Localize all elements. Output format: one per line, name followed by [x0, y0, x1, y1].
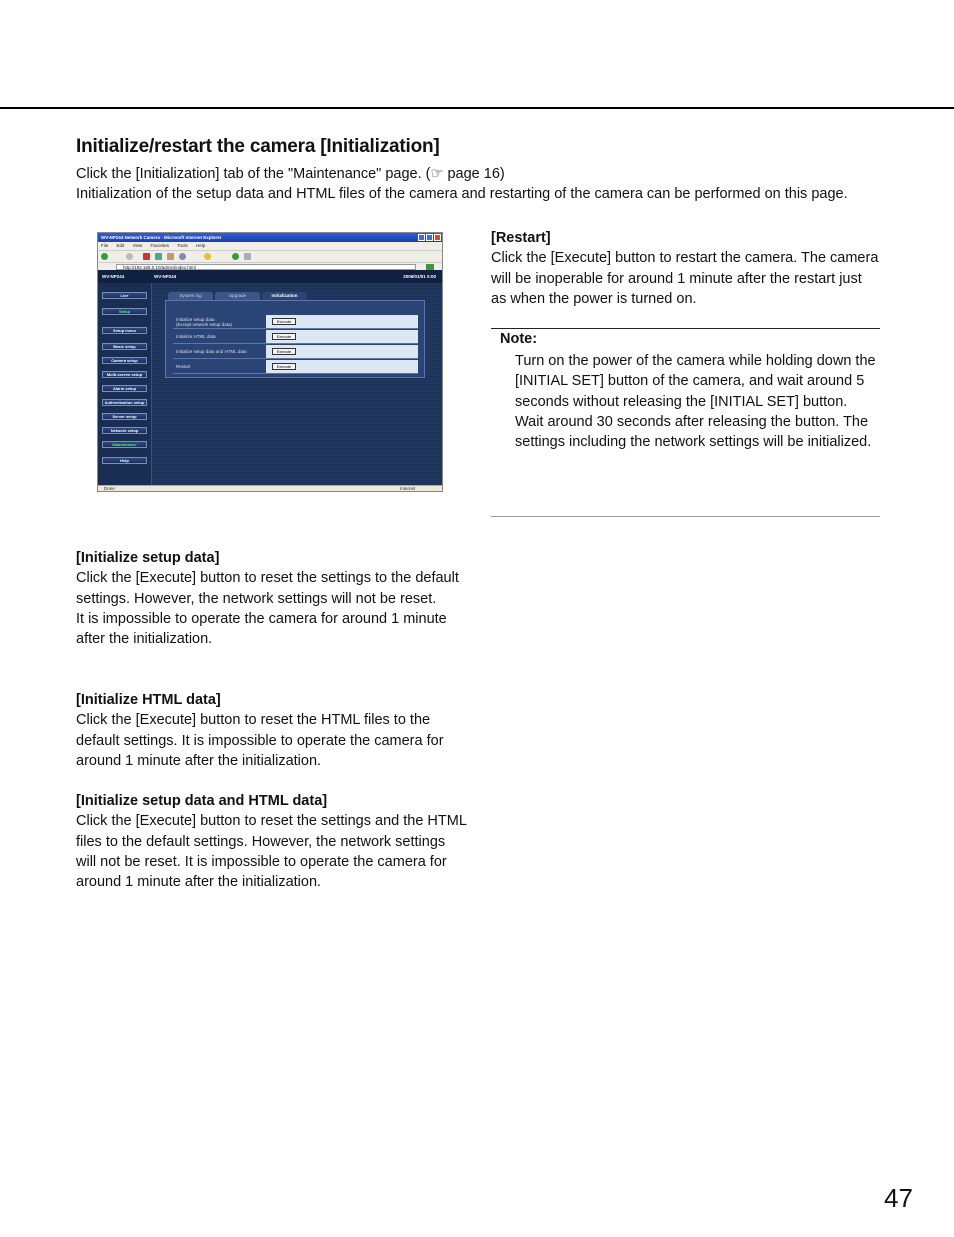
- menu-file: File: [101, 243, 109, 248]
- sidebar-server-setup: Server setup: [102, 413, 147, 420]
- menu-favorites: Favorites: [150, 243, 170, 248]
- address-field: http://192.168.0.10/admin/index.html: [116, 264, 416, 270]
- camera-page: [98, 270, 442, 486]
- row-label: Restart: [176, 364, 191, 369]
- sidebar-help: Help: [102, 457, 147, 464]
- item-heading: [Initialize setup data]: [76, 550, 220, 566]
- window-titlebar: [98, 233, 442, 242]
- tab-initialization: Initialization: [262, 292, 307, 300]
- browser-statusbar: [98, 485, 442, 491]
- search-icon: [179, 253, 186, 260]
- note-title: Note:: [500, 331, 538, 347]
- sidebar-setup-menu: Setup menu: [102, 327, 147, 334]
- row-initialize-setup-and-html: [173, 345, 418, 359]
- status-left: Done: [104, 486, 115, 491]
- status-right: Internet: [400, 486, 416, 491]
- section-title: Initialize/restart the camera [Initialization]: [76, 136, 440, 157]
- tab-system-log: System log: [168, 292, 213, 300]
- camera-tabs: [168, 292, 307, 300]
- row-restart: [173, 360, 418, 374]
- item-body: Click the [Execute] button to reset the HTML files to the default settings. It is impossible to operate the camera for around 1 minute after the initialization.: [76, 712, 444, 769]
- initialization-panel: [165, 300, 425, 378]
- execute-button: Execute: [272, 348, 296, 355]
- item-heading: [Initialize setup data and HTML data]: [76, 793, 328, 809]
- restart-heading: [Restart]: [491, 230, 551, 246]
- menu-view: View: [132, 243, 143, 248]
- sidebar-authentication-setup: Authentication setup: [102, 399, 147, 406]
- mail-icon: [244, 253, 251, 260]
- window-title: WV-NP244 Network Camera - Microsoft Internet Explorer: [101, 235, 222, 240]
- note-body-2: Wait around 30 seconds after releasing the button. The settings including the network settings will be initialized.: [515, 413, 872, 451]
- row-initialize-html-data: [173, 330, 418, 344]
- sidebar-multi-screen-setup: Multi-screen setup: [102, 371, 147, 378]
- item-body: Click the [Execute] button to reset the settings and the HTML files to the default settings. However, the network settings will not be reset. It is impossible to operate the camera for around 1 minute after the initialization.: [76, 813, 467, 891]
- favorites-icon: [204, 253, 211, 260]
- note-body-1: Turn on the power of the camera while holding down the [INITIAL SET] button of the camera, and wait around 5 seconds without releasing the [INITIAL SET] button.: [515, 353, 876, 410]
- item-body-2: It is impossible to operate the camera for around 1 minute after the initialization.: [76, 610, 447, 648]
- header-model: WV-NP244: [154, 274, 177, 279]
- intro: [76, 164, 876, 205]
- item-body: Click the [Execute] button to reset the settings to the default settings. However, the network settings will not be reset.: [76, 570, 459, 607]
- header-logo-text: WV-NP244: [102, 274, 125, 279]
- browser-screenshot: [97, 232, 443, 492]
- page-number: 47: [884, 1183, 913, 1213]
- execute-button: Execute: [272, 318, 296, 325]
- execute-button: Execute: [272, 363, 296, 370]
- close-icon: [434, 234, 441, 241]
- note-box: [491, 328, 880, 517]
- sidebar-live: Live: [102, 292, 147, 299]
- refresh-icon: [155, 253, 162, 260]
- sidebar-network-setup: Network setup: [102, 427, 147, 434]
- row-initialize-setup-data: [173, 315, 418, 329]
- initialize-setup-and-html-section: [76, 791, 468, 892]
- note-body: [515, 351, 880, 452]
- initialize-setup-data-section: [76, 548, 468, 649]
- camera-header: [98, 270, 442, 283]
- row-label: Initialize setup data (Except network setup data): [176, 317, 233, 327]
- menubar: [98, 242, 442, 250]
- sidebar-basic-setup: Basic setup: [102, 343, 147, 350]
- home-icon: [167, 253, 174, 260]
- sidebar-alarm-setup: Alarm setup: [102, 385, 147, 392]
- restart-section: [491, 228, 881, 309]
- execute-button: Execute: [272, 333, 296, 340]
- menu-tools: Tools: [177, 243, 188, 248]
- intro-line-1: Click the [Initialization] tab of the "Maintenance" page. (☞ page 16): [76, 166, 505, 182]
- maximize-icon: [426, 234, 433, 241]
- tab-upgrade: Upgrade: [215, 292, 260, 300]
- stop-icon: [143, 253, 150, 260]
- minimize-icon: [418, 234, 425, 241]
- forward-icon: [126, 253, 133, 260]
- intro-line-2: Initialization of the setup data and HTML files of the camera and restarting of the camera can be performed on this page.: [76, 186, 848, 203]
- restart-body: Click the [Execute] button to restart the camera. The camera will be inoperable for around 1 minute after the restart just as when the power is turned on.: [491, 250, 879, 307]
- row-label: Initialize HTML data: [176, 334, 216, 339]
- row-label: Initialize setup data and HTML data: [176, 349, 247, 354]
- top-rule: [0, 107, 954, 109]
- menu-help: Help: [195, 243, 206, 248]
- back-icon: [101, 253, 108, 260]
- header-datetime: 2006/01/01 0:00: [403, 274, 436, 279]
- camera-sidebar: [98, 283, 152, 486]
- initialize-html-data-section: [76, 690, 468, 771]
- menu-edit: Edit: [116, 243, 125, 248]
- item-heading: [Initialize HTML data]: [76, 692, 221, 708]
- media-icon: [232, 253, 239, 260]
- sidebar-setup: Setup: [102, 308, 147, 315]
- sidebar-maintenance: Maintenance: [102, 441, 147, 448]
- sidebar-camera-setup: Camera setup: [102, 357, 147, 364]
